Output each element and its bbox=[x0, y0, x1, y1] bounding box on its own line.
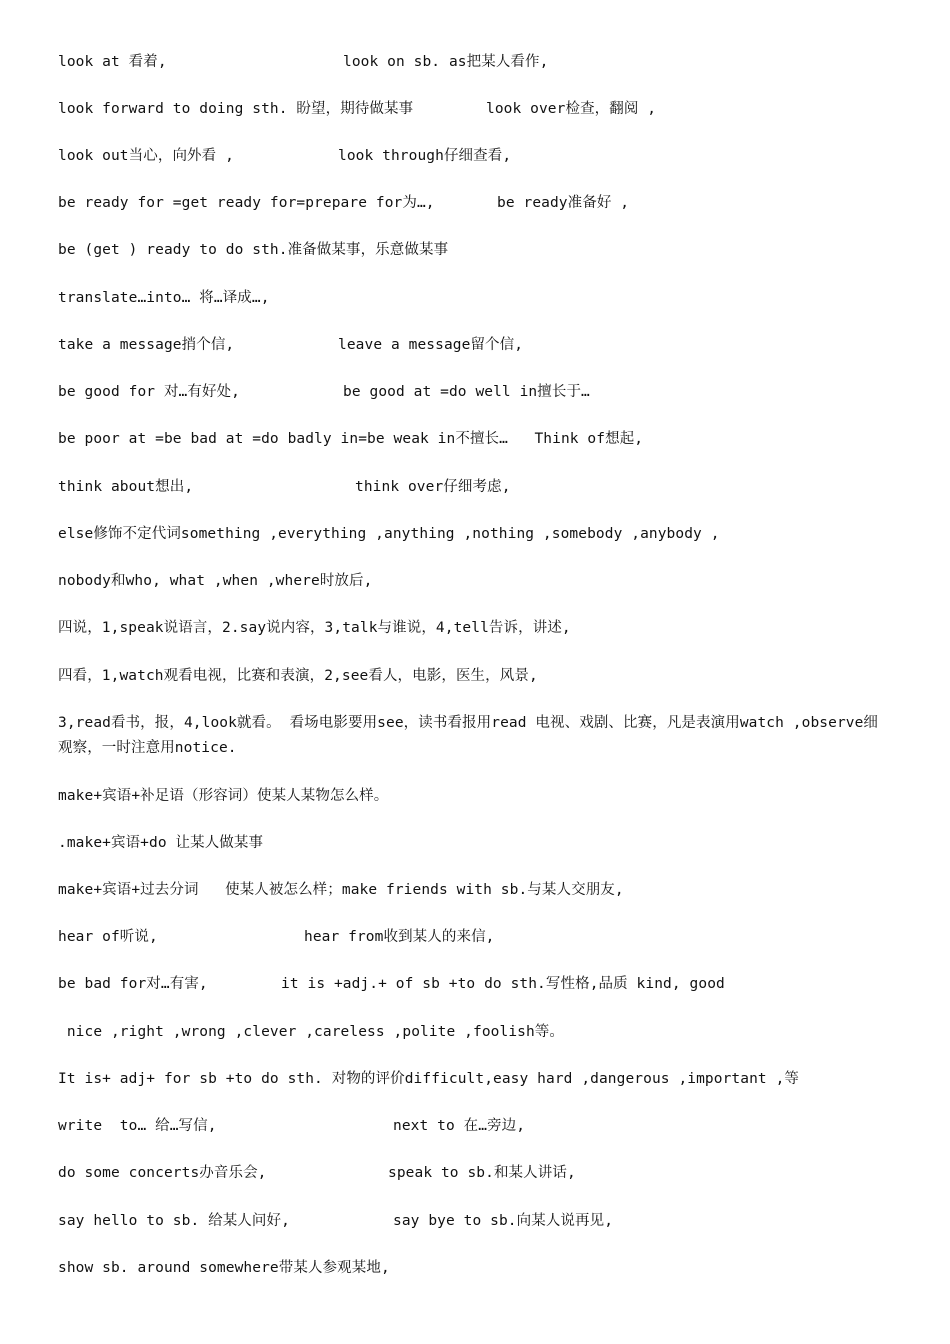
phrase: say hello to sb. 给某人问好, bbox=[58, 1213, 290, 1229]
text-line bbox=[58, 974, 208, 994]
phrase: look out当心，向外看 , bbox=[58, 148, 234, 164]
phrase: be ready for =get ready for=prepare for为…, bbox=[58, 195, 435, 211]
phrase: next to 在…旁边, bbox=[393, 1118, 526, 1134]
phrase: be bad for对…有害, bbox=[58, 976, 208, 992]
phrase: leave a message留个信, bbox=[338, 337, 524, 353]
phrase: look on sb. as把某人看作, bbox=[343, 54, 549, 70]
text-line bbox=[58, 52, 167, 72]
phrase: say bye to sb.向某人说再见, bbox=[393, 1213, 614, 1229]
phrase: do some concerts办音乐会, bbox=[58, 1165, 267, 1181]
phrase: be good for 对…有好处, bbox=[58, 384, 241, 400]
phrase: write to… 给…写信, bbox=[58, 1118, 217, 1134]
phrase: speak to sb.和某人讲话, bbox=[388, 1165, 576, 1181]
phrase: be good at =do well in擅长于… bbox=[343, 384, 590, 400]
text-line: nice ,right ,wrong ,clever ,careless ,polite ,foolish等。 bbox=[58, 1024, 565, 1040]
text-line: make+宾语+补足语（形容词）使某人某物怎么样。 bbox=[58, 788, 389, 804]
phrase: be ready准备好 , bbox=[497, 195, 630, 211]
text-line: 四看，1,watch观看电视，比赛和表演，2,see看人，电影，医生，风景, bbox=[58, 668, 538, 684]
text-line: 四说，1,speak说语言，2.say说内容，3,talk与谁说，4,tell告诉，讲述, bbox=[58, 620, 571, 636]
phrase: look over检查，翻阅 , bbox=[486, 101, 657, 117]
text-line bbox=[58, 1211, 290, 1231]
text-line bbox=[58, 382, 240, 402]
phrase: hear from收到某人的来信, bbox=[304, 929, 495, 945]
text-line bbox=[58, 335, 234, 355]
text-line bbox=[58, 99, 413, 119]
text-line bbox=[58, 1163, 267, 1183]
phrase: think over仔细考虑, bbox=[355, 479, 511, 495]
text-line: .make+宾语+do 让某人做某事 bbox=[58, 835, 264, 851]
phrase: it is +adj.+ of sb +to do sth.写性格,品质 kind, good bbox=[281, 976, 725, 992]
text-line: be (get ) ready to do sth.准备做某事，乐意做某事 bbox=[58, 242, 449, 258]
phrase: take a message捎个信, bbox=[58, 337, 235, 353]
text-paragraph: 3,read看书，报，4,look就看。 看场电影要用see，读书看报用read 电视、戏剧、比赛，凡是表演用watch ,observe细观察，一时注意用notice. bbox=[58, 715, 879, 756]
text-line bbox=[58, 927, 158, 947]
phrase: look at 看着, bbox=[58, 54, 167, 70]
text-line: show sb. around somewhere带某人参观某地, bbox=[58, 1260, 390, 1276]
text-line: make+宾语+过去分词 使某人被怎么样；make friends with sb.与某人交朋友, bbox=[58, 882, 624, 898]
text-line: nobody和who, what ,when ,where时放后, bbox=[58, 573, 373, 589]
text-line: else修饰不定代词something ,everything ,anything ,nothing ,somebody ,anybody , bbox=[58, 526, 720, 542]
text-line bbox=[58, 193, 435, 213]
text-line: translate…into… 将…译成…, bbox=[58, 290, 270, 306]
phrase: look forward to doing sth. 盼望，期待做某事 bbox=[58, 101, 414, 117]
text-line: be poor at =be bad at =do badly in=be weak in不擅长… Think of想起, bbox=[58, 431, 644, 447]
text-line bbox=[58, 1116, 217, 1136]
text-line bbox=[58, 146, 234, 166]
phrase: think about想出, bbox=[58, 479, 194, 495]
phrase: look through仔细查看, bbox=[338, 148, 512, 164]
text-line: It is+ adj+ for sb +to do sth. 对物的评价difficult,easy hard ,dangerous ,important ,等 bbox=[58, 1071, 799, 1087]
phrase: hear of听说, bbox=[58, 929, 158, 945]
text-line bbox=[58, 477, 193, 497]
